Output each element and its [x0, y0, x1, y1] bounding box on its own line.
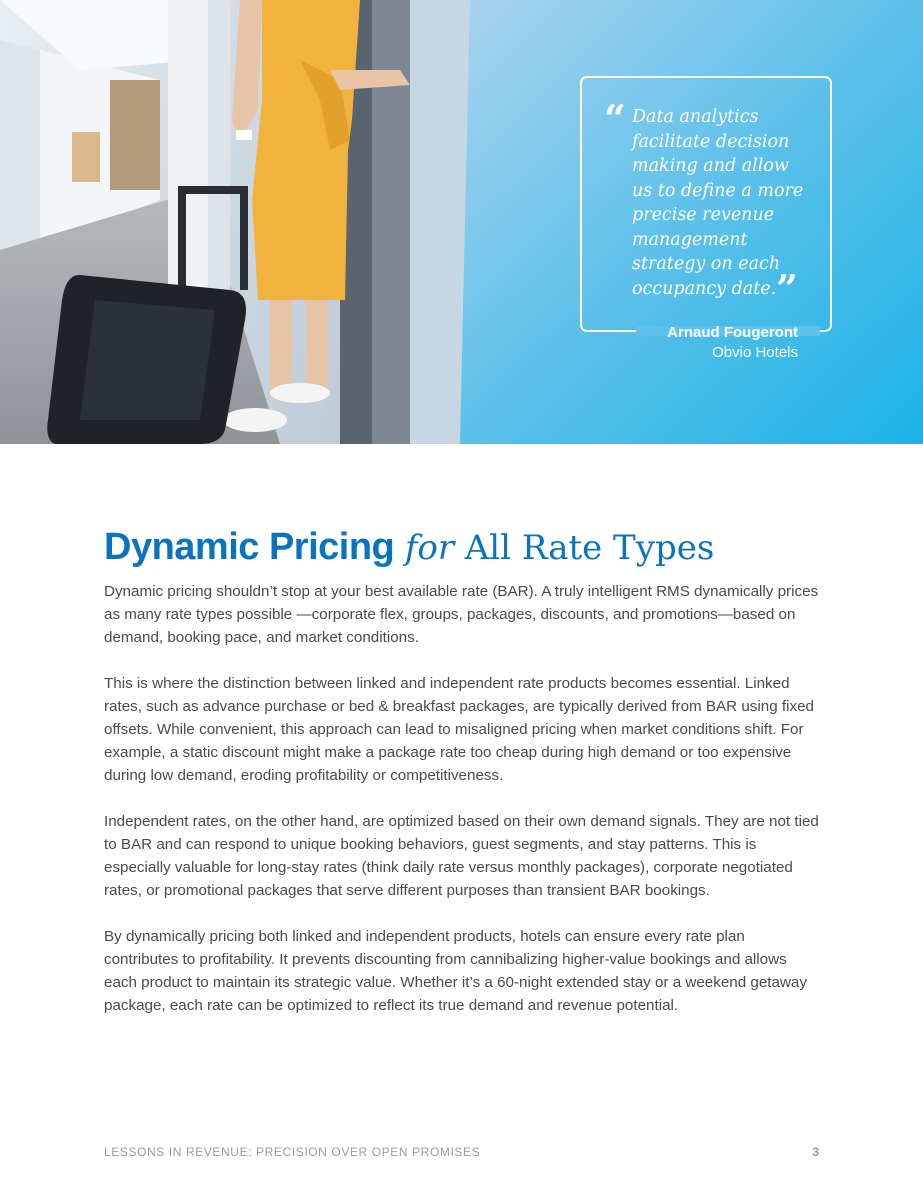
paragraph-4: By dynamically pricing both linked and independent products, hotels can ensure every rate plan contributes to profitability. It prevents discounting from cannibalizing higher-value bookings and allows each product to maintain its strategic value. Whether it’s a 60-night extended stay or a weekend getaway package, each rate can be optimized to reflect its true demand and revenue potential. — [104, 928, 807, 1014]
title-part-all-rate-types: All Rate Types — [464, 528, 715, 568]
title-part-dynamic-pricing: Dynamic Pricing — [104, 526, 395, 568]
paragraph-2: This is where the distinction between linked and independent rate products becomes essential. Linked rates, such as advance purchase or bed & breakfast packages, are typically derived from BAR using fixed offsets. While convenient, this approach can lead to misaligned pricing when market conditions shift. For example, a static discount might make a package rate too cheap during high demand or too expensive during low demand, eroding profitability or competitiveness. — [104, 675, 814, 784]
open-quote-icon: “ — [604, 96, 626, 141]
paragraph-3: Independent rates, on the other hand, are optimized based on their own demand signals. They are not tied to BAR and can respond to unique booking behaviors, guest segments, and stay patterns. This is especially valuable for long-stay rates (think daily rate versus monthly packages), corporate negotiated rates, or promotional packages that serve different purposes than transient BAR bookings. — [104, 813, 819, 899]
title-part-for: for — [404, 528, 455, 568]
quote-attribution — [667, 323, 798, 363]
close-quote-icon: ” — [776, 266, 798, 311]
paragraph-1: Dynamic pricing shouldn’t stop at your best available rate (BAR). A truly intelligent RMS dynamically prices as many rate types possible —corporate flex, groups, packages, discounts, and promotions—based on demand, booking pace, and market conditions. — [104, 583, 819, 646]
page-title — [104, 524, 714, 571]
quote-text: Data analytics facilitate decision making and allow us to define a more precise revenue management strategy on each occupancy date. — [632, 107, 804, 299]
footer-label: LESSONS IN REVENUE: PRECISION OVER OPEN PROMISES — [104, 1145, 481, 1159]
attribution-name: Arnaud Fougeront — [667, 324, 798, 341]
body-content — [104, 580, 820, 1040]
hero-curve-shape — [0, 440, 923, 510]
page-number: 3 — [812, 1145, 819, 1159]
attribution-company: Obvio Hotels — [712, 344, 798, 361]
